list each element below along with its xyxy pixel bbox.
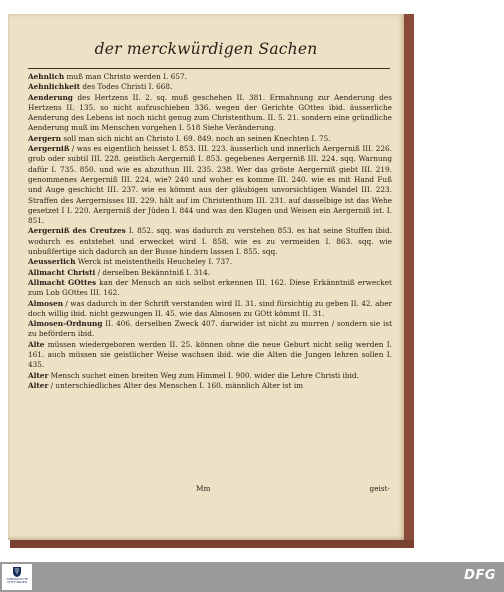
entry-text: / was dadurch in der Schrift verstanden wird II. 31. sind fürsichtig zu geben II. 42. aber doch willig ibid. nicht gezwungen II. 45. wie das Almosen zu GOtt kömmt II. 31. [28,298,392,318]
entry-headword: Aenderung [28,92,73,102]
entry-headword: Aergern [28,133,62,143]
dfg-logo[interactable]: DFG [464,568,496,583]
book-edge-right [404,14,414,548]
entry-text: / unterschiedliches Alter des Menschen I. 160. männlich Alter ist im [48,380,304,390]
index-entry [28,381,392,391]
entry-headword: Almosen-Ordnung [28,319,103,329]
institution-logo[interactable] [2,564,32,590]
entry-text: / derselben Bekänntniß I. 314. [95,267,211,277]
entry-text: Mensch suchet einen breiten Weg zum Himmel I. 900. wider die Lehre Christi ibid. [48,370,359,380]
book-edge-bottom [10,540,414,548]
logo-text-line1: TÜBINGISCHE [6,577,28,581]
index-entry [28,134,392,144]
entry-text: des Todes Christi I. 668. [80,82,173,92]
logo-text-line2: STIFTUNGEN [6,580,28,585]
entry-headword: Alter [28,380,49,390]
entry-headword: Aeusserlich [28,257,76,267]
entry-headword: Almosen [28,298,64,308]
index-entry [28,268,392,278]
index-entry [28,319,392,340]
signature-mark: Mm [196,484,211,493]
index-entry [28,257,392,267]
entry-text: / was es eigentlich heisset I. 853. III. 223. äusserlich und innerlich Aergerniß III. 226. grob oder subtil III. 228. geistlich Aergerniß I. 853. gegebenes Aergerniß III. 224. sqq. Warnung dafür I. 735. 850. und wie es abzuthun III. 235. 238. Wer das gröste Aergerniß giebt III. 219. genommenes Aergerniß III. 224. wie? 240 und woher es komme III. 240. wie es mit Hand Fuß und Auge geschicht III. 237. wie es kömmt aus der gläubigen unvorsichtigen Wandel III. 223. Straffen des Aergernisses III. 229. hält auf im Christenthum III. 231. auf dasselbige ist das Wehe gesetzet I I. 220. Aergerniß der Jüden I. 844 und was den Klugen und Weisen ein Aergerniß ist. I. 851. [28,144,392,226]
index-entries [28,72,392,391]
entry-headword: Allmacht GOttes [28,277,97,287]
index-entry [28,299,392,320]
entry-headword: Allmacht Christi [28,267,96,277]
entry-headword: Alter [28,370,49,380]
entry-headword: Aergerniß des Creutzes [28,226,126,236]
index-entry [28,72,392,82]
catchword: geist- [369,484,390,493]
running-head: der merckwürdigen Sachen [94,40,318,58]
viewer-footer [0,562,504,592]
entry-text: müssen wiedergeboren werden II. 25. können ohne die neue Geburt nicht selig werden I. 161. auch müssen sie geistlicher Weise wachsen ibid. wie die Alten die Jungen lehren sollen I. 435. [28,339,392,370]
entry-headword: Aehnlichkeit [28,82,81,92]
entry-headword: Alte [28,339,45,349]
entry-text: II. 406. derselben Zweck 407. darwider ist nicht zu murren / sondern sie ist zu befördern ibid. [28,319,392,339]
index-entry [28,93,392,134]
entry-text: kan der Mensch an sich selbst erkennen III. 162. Diese Erkänntniß erwecket zum Lob GOttes III. 162. [28,277,392,298]
entry-text: muß man Christo werden I. 657. [64,72,187,81]
head-rule [28,68,390,69]
entry-text: soll man sich nicht an Christo I. 69. 849. noch an seinen Knechten I. 75. [61,133,331,143]
index-entry [28,371,392,381]
index-entry [28,278,392,299]
book-page [8,14,404,540]
index-entry [28,82,392,92]
entry-headword: Aehnlich [28,72,65,81]
index-entry [28,144,392,226]
entry-text: I. 852. sqq. was dadurch zu verstehen 853. es hat seine Stuffen ibid. wodurch es entstehet und erwecket wird I. 858. wie es zu vermeiden I. 863. sqq. wie unbußfertige sich dadurch an der Busse hindern lassen I. 855. sqq. [28,226,392,257]
entry-headword: Aergerniß [28,144,70,154]
entry-text: des Hertzens II. 2. sq. muß geschehen II. 381. Ermahnung zur Aenderung des Hertzens II. 135. so nicht aufzuschieben 336. wegen der Gerichte GOttes ibid. äusserliche Aenderung des Lebens ist noch nicht genug zum Christenthum. II. 5. 21. sondern eine gründliche Aenderung muß im Menschen vorgehen I. 518 Siehe Veränderung. [28,92,392,133]
index-entry [28,340,392,371]
entry-text: Werck ist meistentheils Heucheley I. 737. [75,257,233,267]
index-entry [28,226,392,257]
